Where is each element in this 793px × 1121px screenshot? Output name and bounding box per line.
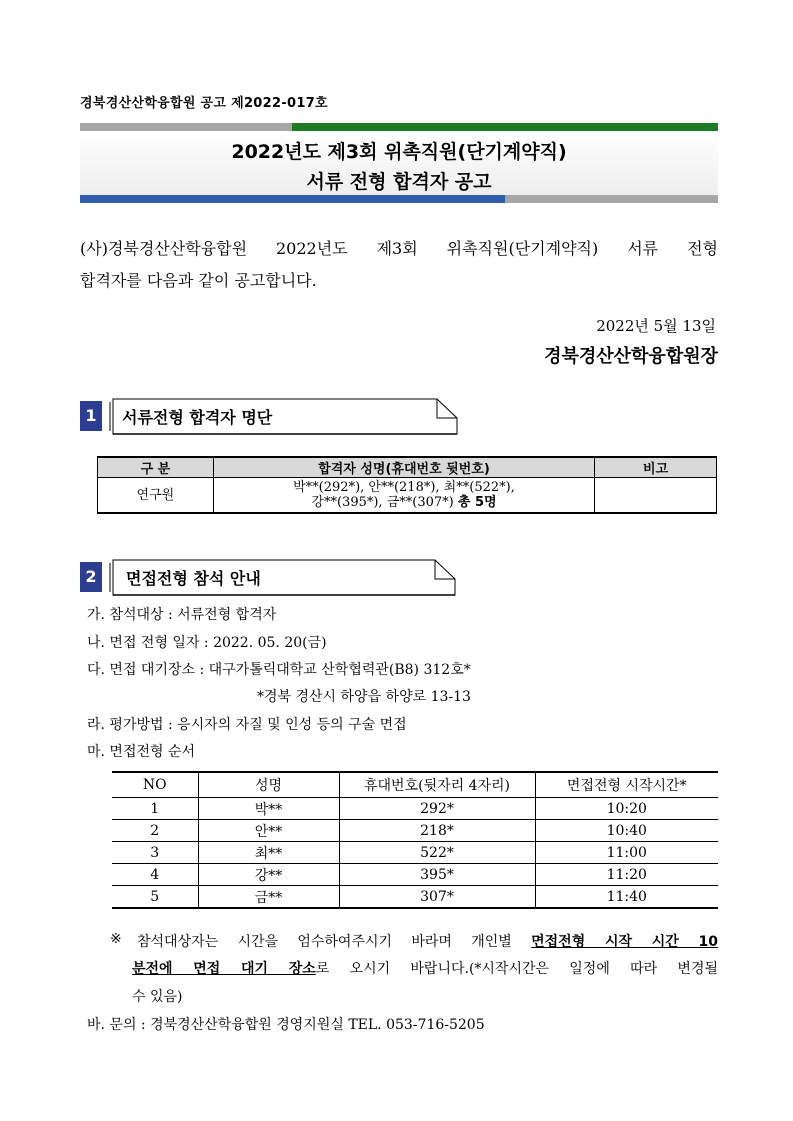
names-line1: 박**(292*), 안**(218*), 최**(522*), (293, 480, 515, 495)
column-header-remark: 비고 (595, 457, 717, 478)
note-line2 (132, 958, 718, 978)
cell-remark (595, 478, 717, 514)
table-row (112, 842, 718, 864)
cell-phone: 522* (339, 842, 535, 864)
cell-no: 2 (112, 820, 198, 842)
title-bar-top-gray (80, 123, 292, 131)
interview-order-table (112, 771, 718, 909)
table-row (112, 798, 718, 820)
list-item-address: *경북 경산시 하양읍 하양로 13-13 (257, 689, 471, 705)
table-row (112, 820, 718, 842)
cell-phone: 307* (339, 886, 535, 909)
column-header-start-time: 면접전형 시작시간* (535, 772, 718, 798)
cell-phone: 395* (339, 864, 535, 886)
column-header-name: 성명 (198, 772, 339, 798)
title-bar-top-green (292, 123, 718, 131)
section2-title: 면접전형 참석 안내 (126, 569, 261, 588)
section1-title: 서류전형 합격자 명단 (122, 408, 273, 427)
page-title-line2: 서류 전형 합격자 공고 (306, 171, 492, 193)
cell-start-time: 11:00 (535, 842, 718, 864)
notice-date: 2022년 5월 13일 (596, 317, 716, 335)
section2-number: 2 (80, 562, 102, 592)
column-header-no: NO (112, 772, 198, 798)
title-bar-bottom-blue (80, 195, 505, 203)
list-item-target: 가. 참석대상 : 서류전형 합격자 (87, 607, 277, 623)
total-count: 총 5명 (457, 495, 497, 510)
cell-name: 최** (198, 842, 339, 864)
order-table-header-row (112, 772, 718, 798)
column-header-category: 구 분 (98, 457, 214, 478)
cell-phone: 292* (339, 798, 535, 820)
section1-number: 1 (80, 401, 102, 431)
page-title-line1: 2022년도 제3회 위촉직원(단기계약직) (231, 141, 567, 163)
cell-start-time: 11:40 (535, 886, 718, 909)
cell-start-time: 10:20 (535, 798, 718, 820)
table-row (112, 886, 718, 909)
note-emphasis-1: 면접전형 시작 시간 10 (531, 934, 719, 950)
note-mark: ※ (110, 931, 122, 947)
note-line1 (137, 931, 718, 951)
names-line2: 강**(395*), 금**(307*) (311, 495, 454, 510)
organization-head: 경북경산산학융합원장 (544, 346, 718, 367)
list-item-place: 다. 면접 대기장소 : 대구가톨릭대학교 산학협력관(B8) 312호* (87, 662, 471, 678)
pass-table-header-row (98, 457, 717, 478)
cell-category: 연구원 (98, 478, 214, 514)
table-row (98, 478, 717, 514)
note-emphasis-2: 분전에 면접 대기 장소 (132, 961, 316, 977)
notice-number: 경북경산산학융합원 공고 제2022-017호 (80, 96, 328, 111)
cell-name: 박** (198, 798, 339, 820)
cell-phone: 218* (339, 820, 535, 842)
cell-names (213, 478, 594, 514)
title-bar-bottom-gray (505, 195, 718, 203)
cell-name: 금** (198, 886, 339, 909)
cell-no: 5 (112, 886, 198, 909)
intro-text-line1: (사)경북경산산학융합원 2022년도 제3회 위촉직원(단기계약직) 서류 전형 (80, 239, 718, 258)
cell-no: 4 (112, 864, 198, 886)
column-header-phone: 휴대번호(뒷자리 4자리) (339, 772, 535, 798)
cell-name: 안** (198, 820, 339, 842)
cell-start-time: 10:40 (535, 820, 718, 842)
list-item-date: 나. 면접 전형 일자 : 2022. 05. 20(금) (87, 635, 327, 651)
list-item-method: 라. 평가방법 : 응시자의 자질 및 인성 등의 구술 면접 (87, 717, 407, 733)
cell-start-time: 11:20 (535, 864, 718, 886)
contact-info: 바. 문의 : 경북경산산학융합원 경영지원실 TEL. 053-716-5205 (87, 1017, 485, 1033)
cell-name: 강** (198, 864, 339, 886)
intro-text-line2: 합격자를 다음과 같이 공고합니다. (80, 271, 317, 290)
list-item-order: 마. 면접전형 순서 (87, 744, 196, 760)
column-header-names: 합격자 성명(휴대번호 뒷번호) (213, 457, 594, 478)
cell-no: 1 (112, 798, 198, 820)
note-text-part1: 참석대상자는 시간을 엄수하여주시기 바라며 개인별 (137, 934, 512, 950)
note-text-part2: 로 오시기 바랍니다.(*시작시간은 일정에 따라 변경될 (315, 961, 718, 977)
note-text-part3: 수 있음) (132, 989, 183, 1005)
pass-list-table (97, 456, 717, 514)
table-row (112, 864, 718, 886)
cell-no: 3 (112, 842, 198, 864)
